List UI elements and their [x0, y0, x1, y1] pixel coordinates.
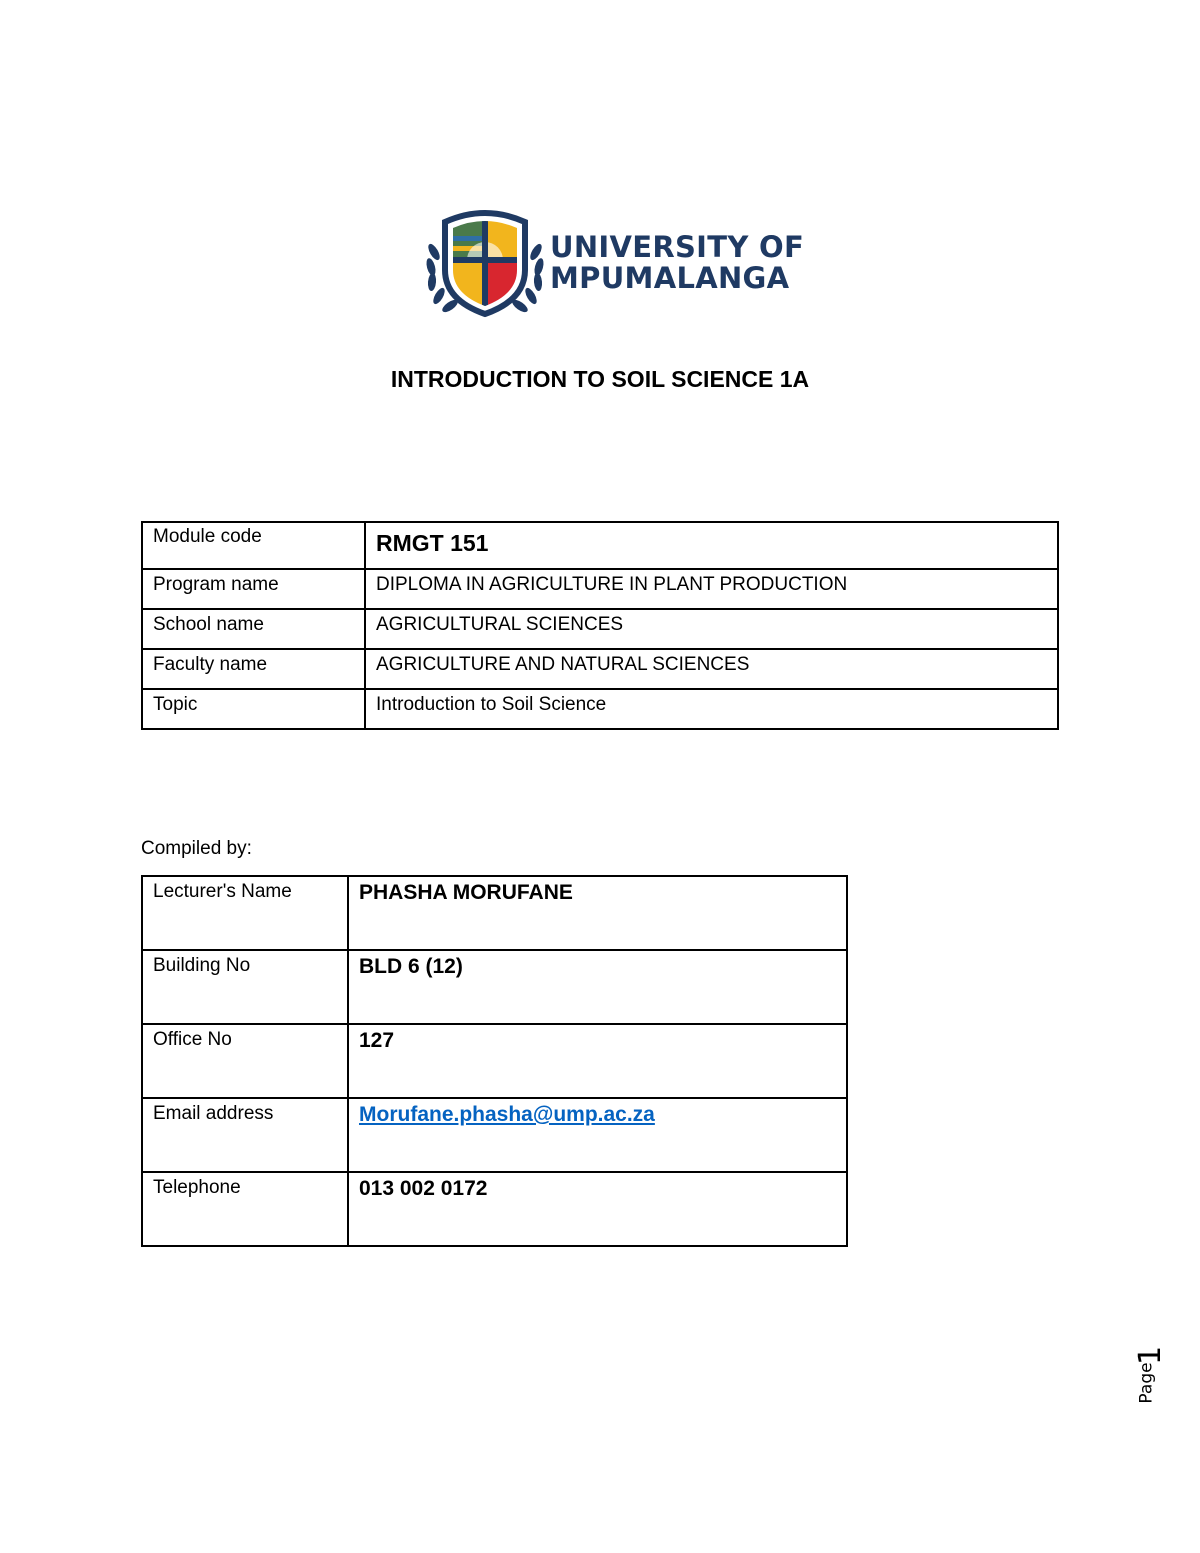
logo-line-1: UNIVERSITY OF — [550, 230, 805, 264]
university-logo — [410, 192, 805, 332]
table-row — [142, 649, 1058, 689]
page-number-marker — [1132, 1340, 1172, 1420]
logo-line-2: MPUMALANGA — [550, 261, 790, 295]
program-name-label: Program name — [142, 569, 365, 609]
faculty-name-label: Faculty name — [142, 649, 365, 689]
office-no-value: 127 — [348, 1024, 847, 1098]
page-number: 1 — [1133, 1345, 1169, 1366]
building-no-label: Building No — [142, 950, 348, 1024]
table-row — [142, 1098, 847, 1172]
table-row — [142, 950, 847, 1024]
page-word: Page — [1136, 1362, 1157, 1404]
program-name-value: DIPLOMA IN AGRICULTURE IN PLANT PRODUCTION — [365, 569, 1058, 609]
office-no-label: Office No — [142, 1024, 348, 1098]
table-row — [142, 569, 1058, 609]
module-code-cell — [365, 522, 1058, 569]
lecturer-name-value: PHASHA MORUFANE — [348, 876, 847, 950]
logo-wordmark — [550, 232, 804, 294]
document-title: INTRODUCTION TO SOIL SCIENCE 1A — [390, 366, 810, 392]
telephone-value: 013 002 0172 — [348, 1172, 847, 1246]
table-row — [142, 1024, 847, 1098]
shield-crest-icon — [420, 192, 550, 332]
email-link[interactable]: Morufane.phasha@ump.ac.za — [359, 1103, 655, 1126]
school-name-label: School name — [142, 609, 365, 649]
email-label: Email address — [142, 1098, 348, 1172]
topic-value: Introduction to Soil Science — [365, 689, 1058, 729]
building-no-value: BLD 6 (12) — [348, 950, 847, 1024]
module-info-table — [141, 521, 1059, 730]
table-row — [142, 1172, 847, 1246]
topic-label: Topic — [142, 689, 365, 729]
table-row — [142, 522, 1058, 569]
lecturer-name-label: Lecturer's Name — [142, 876, 348, 950]
email-cell — [348, 1098, 847, 1172]
faculty-name-value: AGRICULTURE AND NATURAL SCIENCES — [365, 649, 1058, 689]
lecturer-contact-table — [141, 875, 848, 1247]
module-code-value: RMGT 151 — [376, 530, 489, 556]
table-row — [142, 609, 1058, 649]
table-row — [142, 876, 847, 950]
school-name-value: AGRICULTURAL SCIENCES — [365, 609, 1058, 649]
compiled-by-label: Compiled by: — [141, 838, 252, 859]
table-row — [142, 689, 1058, 729]
module-code-label: Module code — [142, 522, 365, 569]
telephone-label: Telephone — [142, 1172, 348, 1246]
